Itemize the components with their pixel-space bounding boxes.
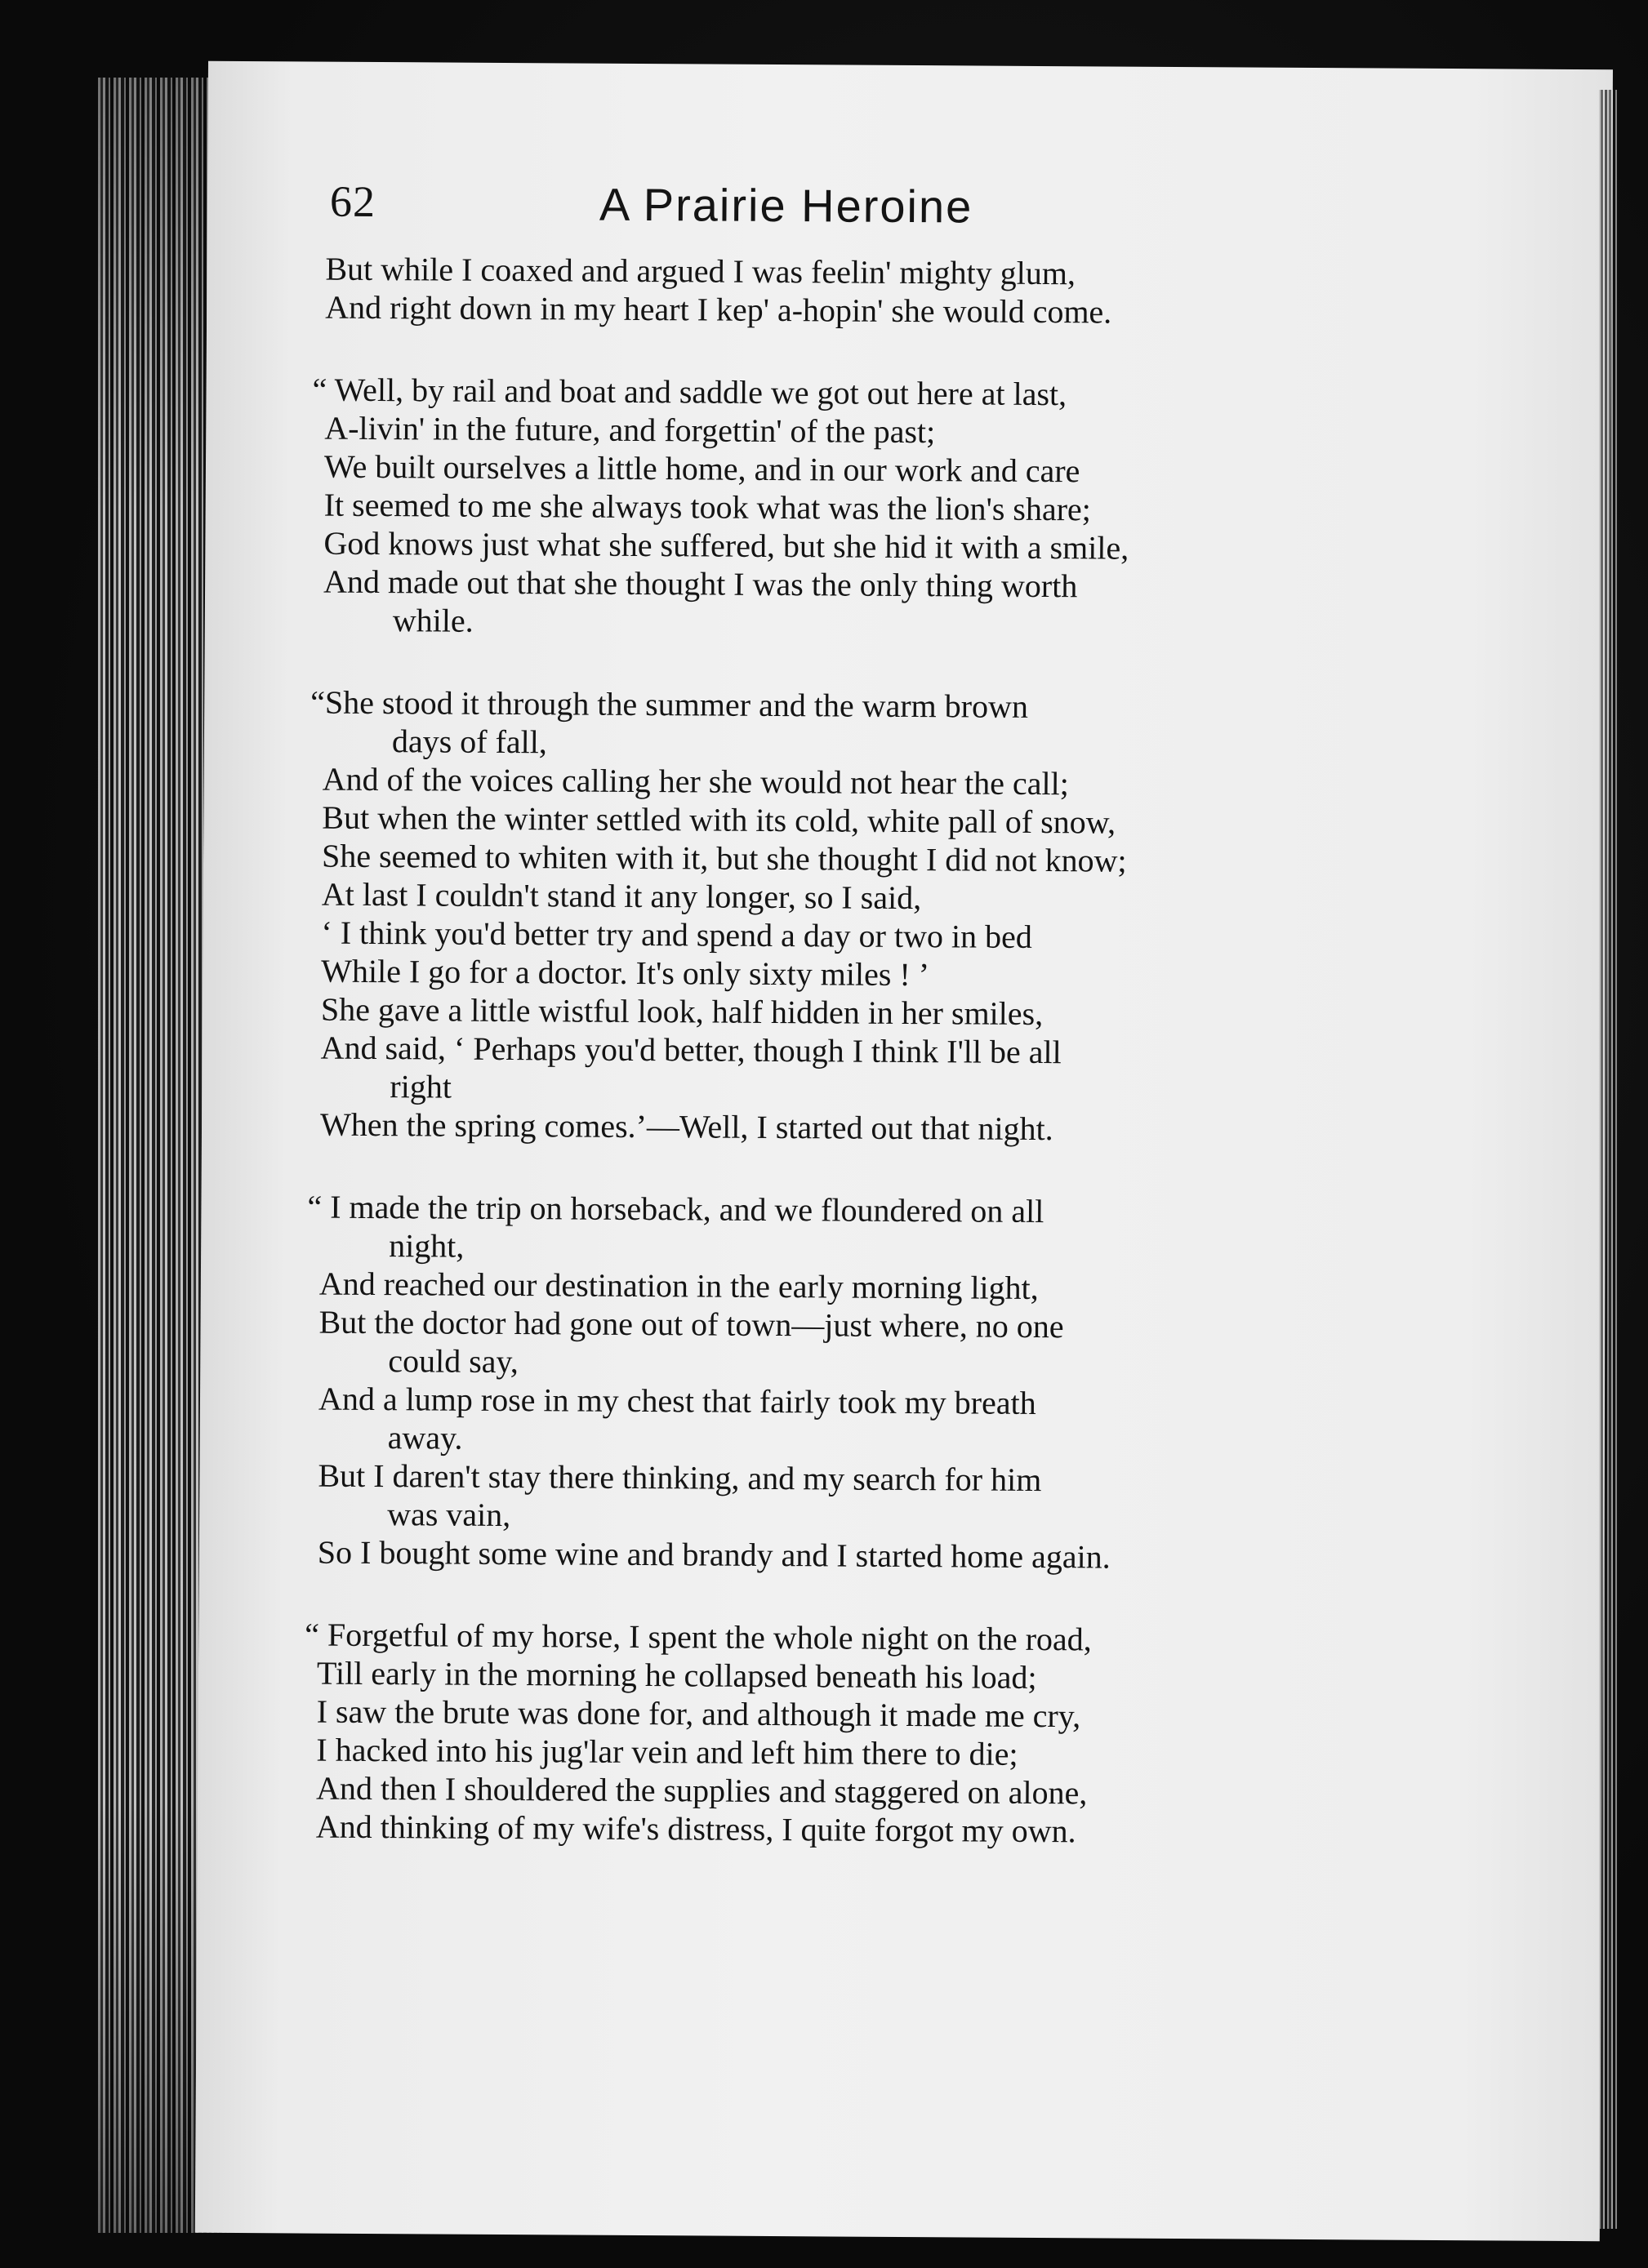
poem-line: She gave a little wistful look, half hidden in her smiles,: [320, 990, 1044, 1033]
poem-line: A-livin' in the future, and forgettin' of the past;: [324, 409, 936, 451]
poem-line: But while I coaxed and argued I was feelin' mighty glum,: [325, 250, 1076, 292]
poem-line: And then I shouldered the supplies and staggered on alone,: [315, 1769, 1088, 1812]
stanza: [297, 1187, 1378, 1577]
poem-line: And a lump rose in my chest that fairly took my breath: [318, 1380, 1036, 1421]
poem-line: And right down in my heart I kep' a-hopin' she would come.: [325, 288, 1112, 331]
poem-line: ‘ I think you'd better try and spend a day or two in bed: [321, 914, 1032, 955]
poem-line: I hacked into his jug'lar vein and left him there to die;: [316, 1731, 1018, 1772]
poem-line: But I daren't stay there thinking, and my search for him: [318, 1456, 1042, 1499]
poem-line: “ Well, by rail and boat and saddle we got out here at last,: [312, 371, 1067, 413]
poem-line: “She stood it through the summer and the warm brown: [310, 683, 1029, 725]
running-title: A Prairie Heroine: [599, 178, 973, 233]
poem-line: And thinking of my wife's distress, I quite forgot my own.: [315, 1808, 1076, 1850]
poem-line: It seemed to me she always took what was the lion's share;: [323, 486, 1092, 528]
poem-line: “ Forgetful of my horse, I spent the whole night on the road,: [305, 1616, 1092, 1658]
poem-line: And made out that she thought I was the only thing worth: [323, 563, 1078, 605]
poem-line: could say,: [388, 1342, 519, 1381]
page-content: [295, 176, 1383, 1896]
book-page: [195, 61, 1613, 2241]
poem-line: was vain,: [387, 1496, 511, 1534]
poem-line: “ I made the trip on horseback, and we floundered on all: [307, 1188, 1044, 1230]
poem-line: while.: [392, 602, 474, 639]
poem-line: At last I couldn't stand it any longer, so I said,: [321, 875, 922, 917]
poem-line: God knows just what she suffered, but she hid it with a smile,: [323, 524, 1129, 567]
stanza: [305, 249, 1383, 332]
stanza: [300, 683, 1380, 1150]
stanza: [296, 1615, 1375, 1852]
poem-line: While I go for a doctor. It's only sixty miles ! ’: [321, 952, 930, 994]
poem-line: And of the voices calling her she would not hear the call;: [322, 760, 1069, 803]
poem-line: right: [390, 1068, 452, 1105]
running-head: [305, 176, 1384, 256]
stanza: [303, 370, 1383, 645]
page-number: 62: [329, 176, 376, 227]
poem-line: away.: [387, 1419, 463, 1456]
poem-line: night,: [389, 1227, 465, 1265]
poem-body: [296, 249, 1383, 1852]
poem-line: Till early in the morning he collapsed beneath his load;: [316, 1654, 1037, 1696]
poem-line: But the doctor had gone out of town—just where, no one: [318, 1303, 1064, 1345]
poem-line: When the spring comes.’—Well, I started out that night.: [319, 1105, 1053, 1148]
poem-line: So I bought some wine and brandy and I started home again.: [317, 1533, 1111, 1576]
poem-line: We built ourselves a little home, and in our work and care: [323, 447, 1080, 490]
poem-line: days of fall,: [391, 723, 548, 761]
poem-line: I saw the brute was done for, and although it made me cry,: [316, 1692, 1081, 1735]
poem-line: And reached our destination in the early morning light,: [318, 1265, 1039, 1306]
poem-line: But when the winter settled with its cold, white pall of snow,: [322, 798, 1116, 841]
page-right-edge: [1599, 90, 1617, 2229]
poem-line: And said, ‘ Perhaps you'd better, though I think I'll be all: [320, 1029, 1062, 1071]
poem-line: She seemed to whiten with it, but she thought I did not know;: [321, 837, 1127, 879]
